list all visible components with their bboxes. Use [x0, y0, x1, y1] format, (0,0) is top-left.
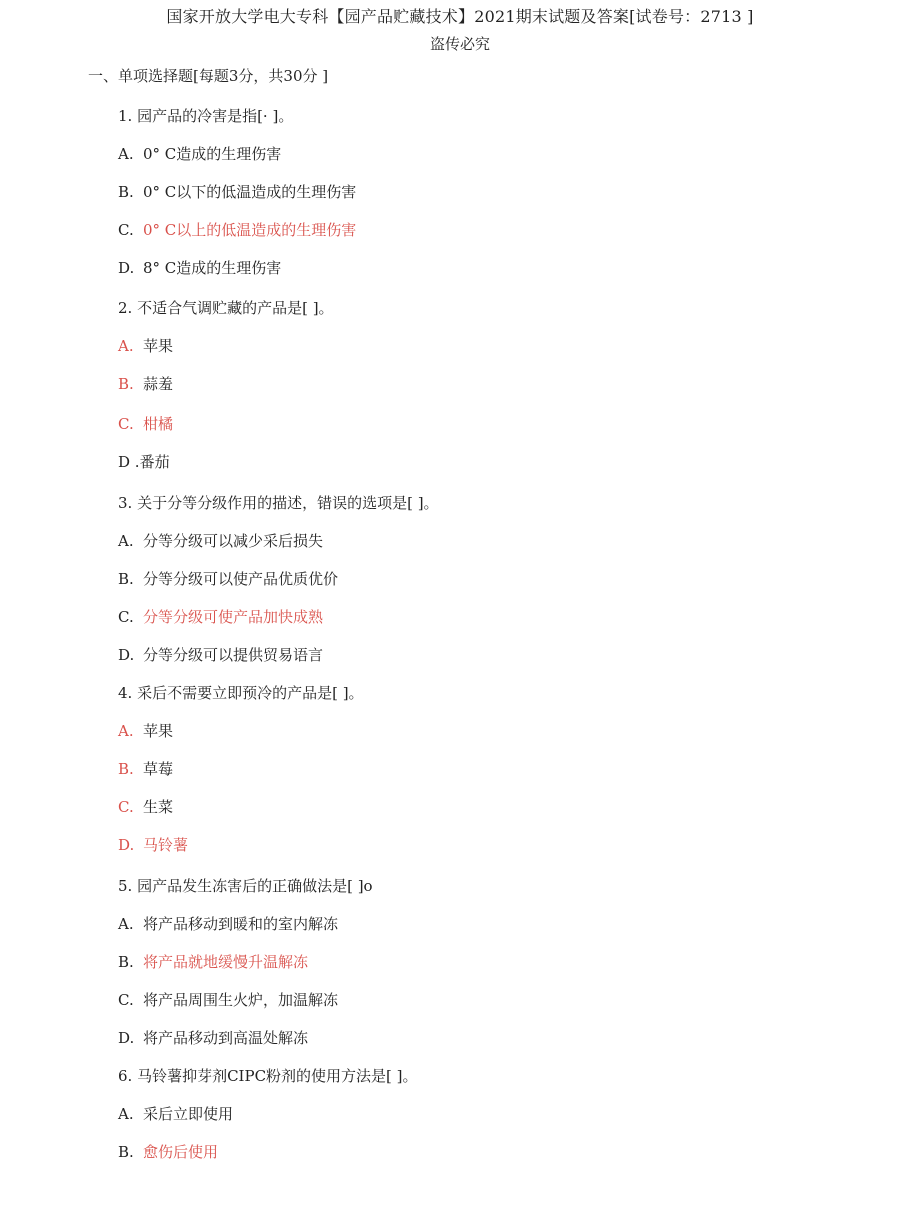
option-label: A. [118, 145, 134, 163]
question-option-answer [118, 835, 188, 855]
question-option-answer [118, 414, 173, 434]
option-text: 0° C以下的低温造成的生理伤害 [143, 183, 357, 201]
question-option [118, 531, 323, 551]
option-label: D. [118, 646, 135, 664]
option-text: 柑橘 [143, 415, 174, 433]
question-option-answer [118, 797, 173, 817]
option-text: 蒜羞 [143, 375, 174, 393]
question-option-answer [118, 952, 308, 972]
option-text: 采后立即使用 [143, 1105, 234, 1123]
option-text: 苹果 [143, 722, 174, 740]
option-label: D. [118, 259, 135, 277]
option-label: A. [118, 1105, 134, 1123]
option-text: 番茄 [139, 453, 170, 471]
option-text: 草莓 [143, 760, 174, 778]
question-option [118, 144, 281, 164]
question-option-answer [118, 721, 173, 741]
question-option-answer [118, 607, 323, 627]
option-text: 将产品移动到高温处解冻 [143, 1029, 309, 1047]
question-option-answer [118, 759, 173, 779]
question-stem: 3. 关于分等分级作用的描述，错误的选项是[ ]。 [118, 494, 439, 512]
question-option [118, 1028, 308, 1048]
option-label: B. [118, 760, 134, 778]
question-stem: 6. 马铃薯抑芽剂CIPC粉剂的使用方法是[ ]。 [118, 1067, 418, 1085]
document-title: 国家开放大学电大专科【园产品贮藏技术】2021期末试题及答案[试卷号：2713 ] [166, 7, 754, 26]
option-label: B. [118, 375, 134, 393]
option-text: 将产品移动到暖和的室内解冻 [143, 915, 339, 933]
question-option-answer [118, 1142, 218, 1162]
option-label: B. [118, 183, 134, 201]
option-text: 将产品就地缓慢升温解冻 [143, 953, 309, 971]
question-option [118, 452, 170, 472]
option-text: 分等分级可以使产品优质优价 [143, 570, 339, 588]
question-option [118, 182, 356, 202]
question-option [118, 990, 338, 1010]
option-label: C. [118, 991, 134, 1009]
question-option [118, 258, 281, 278]
option-text: 8° C造成的生理伤害 [143, 259, 282, 277]
option-label: A. [118, 337, 134, 355]
question-option-answer [118, 336, 173, 356]
option-label: D. [118, 1029, 135, 1047]
option-text: 将产品周围生火炉，加温解冻 [143, 991, 339, 1009]
option-text: 0° C造成的生理伤害 [143, 145, 282, 163]
option-text: 生菜 [143, 798, 174, 816]
option-label: C. [118, 608, 134, 626]
option-label: C. [118, 415, 134, 433]
option-text: 愈伤后使用 [143, 1143, 219, 1161]
option-text: 分等分级可以减少采后损失 [143, 532, 324, 550]
document-subtitle: 盗传必究 [429, 35, 490, 53]
question-stem: 1. 园产品的冷害是指[· ]。 [118, 107, 294, 125]
question-option-answer [118, 374, 173, 394]
section-heading: 一、单项选择题[每题3分，共30分 ] [88, 67, 329, 85]
question-option-answer [118, 220, 356, 240]
option-label: C. [118, 221, 134, 239]
option-text: 马铃薯 [143, 836, 189, 854]
option-label: C. [118, 798, 134, 816]
option-label: B. [118, 953, 134, 971]
option-text: 分等分级可使产品加快成熟 [143, 608, 324, 626]
option-label: D . [118, 453, 140, 471]
option-label: A. [118, 532, 134, 550]
option-text: 分等分级可以提供贸易语言 [143, 646, 324, 664]
question-stem: 2. 不适合气调贮藏的产品是[ ]。 [118, 299, 334, 317]
question-option [118, 569, 338, 589]
option-label: D. [118, 836, 135, 854]
option-text: 苹果 [143, 337, 174, 355]
question-option [118, 645, 323, 665]
question-option [118, 1104, 233, 1124]
option-label: B. [118, 570, 134, 588]
option-label: A. [118, 915, 134, 933]
question-stem: 5. 园产品发生冻害后的正确做法是[ ]o [118, 877, 373, 895]
question-option [118, 914, 338, 934]
question-stem: 4. 采后不需要立即预冷的产品是[ ]。 [118, 684, 364, 702]
option-label: B. [118, 1143, 134, 1161]
option-text: 0° C以上的低温造成的生理伤害 [143, 221, 357, 239]
option-label: A. [118, 722, 134, 740]
